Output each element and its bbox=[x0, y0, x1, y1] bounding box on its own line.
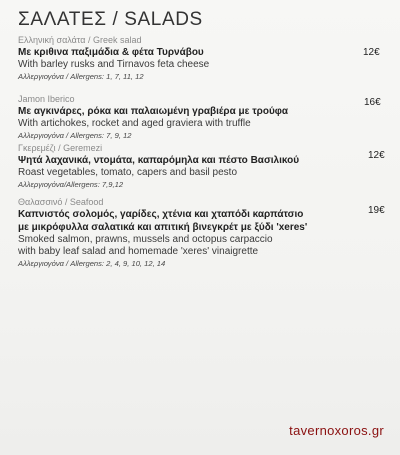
item-price: 16€ bbox=[364, 97, 381, 108]
item-description: Roast vegetables, tomato, capers and basil pesto bbox=[18, 167, 238, 178]
item-price: 12€ bbox=[368, 150, 385, 161]
menu-item-greek-salad bbox=[18, 35, 358, 83]
item-price: 19€ bbox=[368, 205, 385, 216]
item-name: Καπνιστός σολομός, γαρίδες, χτένια και χταπόδι καρπάτσιο bbox=[18, 209, 304, 220]
menu-item-jamon-iberico bbox=[18, 94, 358, 142]
item-allergens: Αλλεργιογόνα/Allergens: 7,9,12 bbox=[18, 180, 124, 189]
item-description: With barley rusks and Tirnavos feta cheese bbox=[18, 59, 210, 70]
item-allergens: Αλλεργιογόνα / Allergens: 2, 4, 9, 10, 12, 14 bbox=[18, 259, 166, 268]
item-subtitle: Γκερεμέζι / Geremezi bbox=[18, 143, 103, 153]
item-allergens: Αλλεργιογόνα / Allergens: 7, 9, 12 bbox=[18, 131, 132, 140]
item-subtitle: Ελληνική σαλάτα / Greek salad bbox=[18, 35, 142, 45]
item-subtitle: Θαλασσινό / Seafood bbox=[18, 197, 104, 207]
item-description: With artichokes, rocket and aged graviera with truffle bbox=[18, 118, 251, 129]
menu-item-seafood bbox=[18, 197, 358, 270]
item-name-continued: με μικρόφυλλα σαλατικά και απιτική βινεγκρέτ με ξύδι 'xeres' bbox=[18, 222, 308, 233]
item-subtitle: Jamon Iberico bbox=[18, 94, 75, 104]
item-name: Ψητά λαχανικά, ντομάτα, καπαρόμηλα και πέστο Βασιλικού bbox=[18, 155, 300, 166]
item-allergens: Αλλεργιογόνα / Allergens: 1, 7, 11, 12 bbox=[18, 72, 144, 81]
item-name: Με κριθινα παξιμάδια & φέτα Τυρνάβου bbox=[18, 47, 204, 58]
site-watermark: tavernoxoros.gr bbox=[289, 423, 384, 438]
item-description: Smoked salmon, prawns, mussels and octopus carpaccio bbox=[18, 234, 273, 245]
item-description-continued: with baby leaf salad and homemade 'xeres' vinaigrette bbox=[18, 246, 259, 257]
item-price: 12€ bbox=[363, 47, 380, 58]
page-title: ΣΑΛΑΤΕΣ / SALADS bbox=[18, 9, 203, 30]
item-name: Με αγκινάρες, ρόκα και παλαιωμένη γραβιέρα με τρούφα bbox=[18, 106, 289, 117]
menu-item-geremezi bbox=[18, 143, 358, 191]
